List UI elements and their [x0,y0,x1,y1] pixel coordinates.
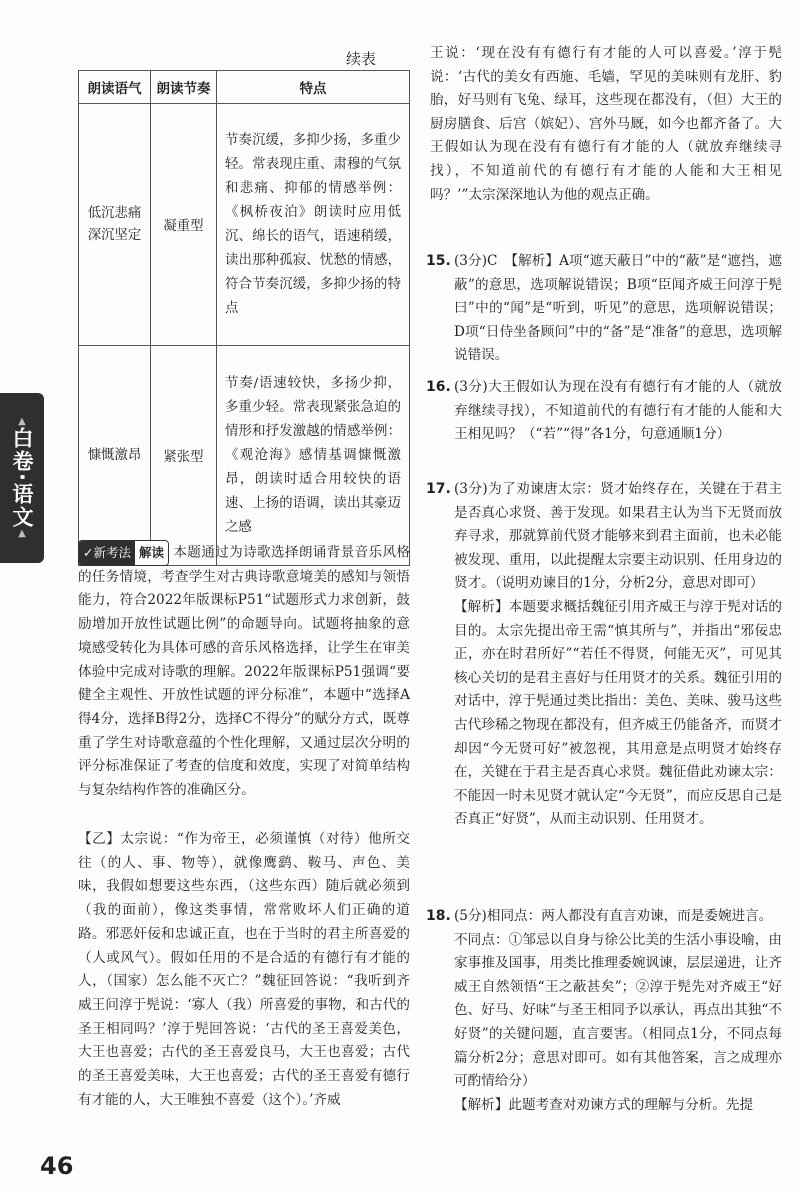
right-column [426,0,790,1192]
table-cell-feature: 节奏/语速较快，多扬少抑，多重少轻。常表现紧张急迫的情形和抒发激越的情感举例：《观沧海》感情基调慷慨激昂，朗读时适合用较快的语速、上扬的语调，读出其豪迈之感 [217,346,410,566]
answer-number: 18. [426,908,451,924]
left-column [78,0,418,1192]
answer-text: (3分)为了劝谏唐太宗：贤才始终存在，关键在于君主是否真心求贤、善于发现。如果君主认为当下无贤而放弃寻求，那就算前代贤才能够来到君主面前，也未必能被发现、重用，以此提醒太宗要主动识别、任用身边的贤才。（说明劝谏目的1分，分析2分，意思对即可） [454,481,782,592]
new-method-badge [78,540,169,566]
side-tab-label: 白卷·语文 [10,427,34,529]
badge-left: ✓ 新考法 [79,541,135,565]
translation-block [78,828,410,1112]
table-cell-feature: 节奏沉缓，多抑少扬，多重少轻。常表现庄重、肃穆的气氛和悲痛、抑郁的情感举例：《枫桥夜泊》朗读时应用低沉、绵长的语气，语速稍缓，读出那种孤寂、忧愁的情感，符合节奏沉缓，多抑少扬的特点 [217,104,410,346]
table-header: 特点 [217,71,410,104]
answer-item [426,250,782,368]
continued-label: 续表 [346,50,377,68]
answer-text: (3分)C 【解析】A项“遮天蔽日”中的“蔽”是“遮挡，遮蔽”的意思，选项解说错误；B项“臣闻齐威王问淳于髡曰”中的“闻”是“听到，听见”的意思，选项解说错误；D项“日侍坐备顾问”中的“备”是“准备”的意思，选项解说错误。 [454,253,782,364]
table-header-row [79,71,410,104]
table-row [79,104,410,346]
translation-text: 【乙】太宗说：“作为帝王，必须谨慎（对待）他所交往（的人、事、物等），就像鹰鹞、鞍马、声色、美味，我假如想要这些东西，（这些东西）随后就必须到（我的面前），像这类事情，常常败坏人们正确的道路。邪恶奸佞和忠诚正直，也在于当时的君主所喜爱的（人或风气）。假如任用的不是合适的有德行有才能的人，（国家）怎么能不灭亡？”魏征回答说：“我听到齐威王问淳于髡说：‘寡人（我）所喜爱的事物，和古代的圣王相同吗？’淳于髡回答说：‘古代的圣王喜爱美色，大王也喜爱；古代的圣王喜爱良马，大王也喜爱；古代的圣王喜爱美味，大王也喜爱；古代的圣王喜爱有德行有才能的人，大王唯独不喜爱（这个）。’齐威 [78,831,410,1108]
check-icon: ✓ [83,545,94,560]
table-cell-tone: 低沉悲痛深沉坚定 [79,104,151,346]
answer-analysis: 【解析】此题考查对劝谏方式的理解与分析。先提 [454,1096,754,1113]
answer-number: 17. [426,481,451,497]
analysis-text: 本题通过为诗歌选择朗诵背景音乐风格的任务情境，考查学生对古典诗歌意境美的感知与领悟能力，符合2022年版课标P51“试题形式力求创新，鼓励增加开放性试题比例”的命题导向。试题将抽象的意境感受转化为具体可感的音乐风格选择，让学生在审美体验中完成对诗歌的理解。2022年版课标P51强调“要健全主观性、开放性试题的评分标准”，本题中“选择A得4分，选择B得2分，选择C不得分”的赋分方式，既尊重了学生对诗歌意蕴的个性化理解，又通过层次分明的评分标准保证了考查的信度和效度，实现了对简单结构与复杂结构作答的准确区分。 [78,544,410,799]
answer-number: 16. [426,379,451,395]
answer-item [426,478,782,832]
badge-right: 解读 [135,541,168,565]
table-cell-rhythm: 紧张型 [151,346,217,566]
table-cell-tone: 慷慨激昂 [79,346,151,566]
reading-style-table [78,70,410,566]
answer-item [426,905,782,1117]
analysis-block [78,540,410,803]
side-tab-up-arrow-icon: ▲ [18,416,26,427]
table-header: 朗读语气 [79,71,151,104]
page-number: 46 [40,1152,74,1180]
side-tab-down-arrow-icon: ▲ [18,527,26,539]
table-row [79,346,410,566]
answer-extra: 不同点：①邹忌以自身与徐公比美的生活小事设喻，由家事推及国事，用类比推理委婉讽谏，层层递进，让齐威王自然领悟“王之蔽甚矣”；②淳于髡先对齐威王“好色、好马、好味”与圣王相同予以承认，再点出其独“不好贤”的关键问题，直言要害。（相同点1分，不同点每篇分析2分；意思对即可。如有其他答案，言之成理亦可酌情给分） [454,931,782,1090]
answer-number: 15. [426,253,451,269]
answer-text: (3分)大王假如认为现在没有有德行有才能的人（就放弃继续寻找），不知道前代的有德行有才能的人能和大王相见吗？（“若”“得”各1分，句意通顺1分） [454,379,782,443]
table-header: 朗读节奏 [151,71,217,104]
answer-text: (5分)相同点：两人都没有直言劝谏，而是委婉进言。 [454,908,773,924]
table-cell-rhythm: 凝重型 [151,104,217,346]
answer-analysis: 【解析】本题要求概括魏征引用齐威王与淳于髡对话的目的。太宗先提出帝王需“慎其所与”，并指出“邪佞忠正，亦在时君所好”“若任不得贤，何能无灭”，可见其核心关切的是君主喜好与任用贤才的关系。魏征引用的对话中，淳于髡通过类比指出：美色、美味、骏马这些古代珍稀之物现在都没有，但齐威王仍能备齐，而贤才却因“今无贤可好”被忽视，其用意是点明贤才始终存在，关键在于君主是否真心求贤。魏征借此劝谏太宗：不能因一时未见贤才就认定“今无贤”，而应反思自己是否真正“好贤”，从而主动识别、任用贤才。 [454,598,782,828]
side-tab [0,393,44,563]
translation-continued: 王说：‘现在没有有德行有才能的人可以喜爱。’淳于髡说：‘古代的美女有西施、毛嫱，罕见的美味则有龙肝、豹胎，好马则有飞兔、绿耳，这些现在都没有，（但）大王的厨房膳食、后宫（嫔妃）、宫外马厩，如今也都齐备了。大王假如认为现在没有有德行有才能的人（就放弃继续寻找），不知道前代的有德行有才能的人能和大王相见吗？’”太宗深深地认为他的观点正确。 [430,45,782,203]
answer-item [426,376,782,447]
